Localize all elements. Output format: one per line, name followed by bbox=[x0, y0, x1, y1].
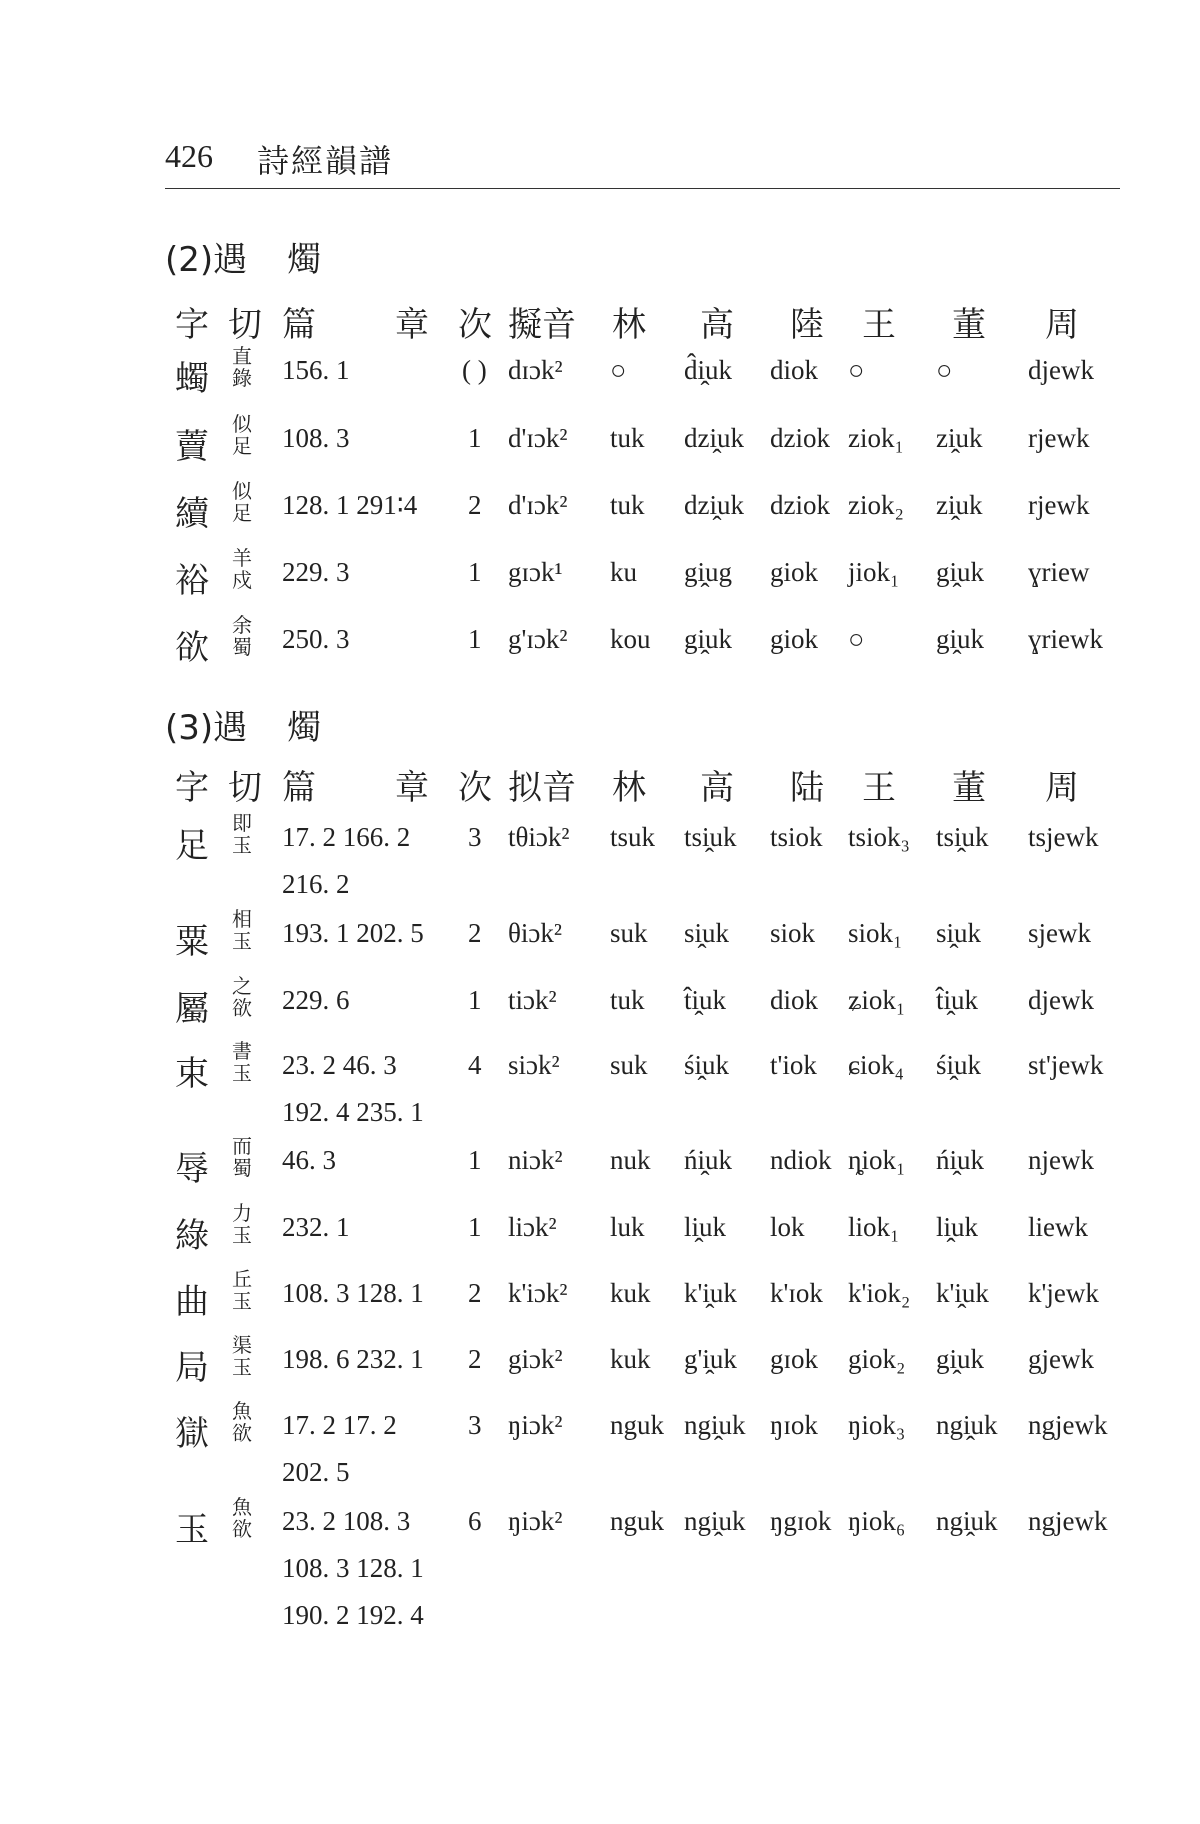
reading-lu: dziok bbox=[770, 490, 830, 520]
reconstruction: k'iɔk² bbox=[508, 1278, 568, 1308]
reconstruction: tθiɔk² bbox=[508, 822, 570, 852]
reconstruction: dɪɔk² bbox=[508, 355, 563, 385]
reading-lu: siok bbox=[770, 918, 816, 948]
occurrence-count: 1 bbox=[468, 557, 482, 587]
head-character: 曲 bbox=[175, 1282, 209, 1322]
column-header: 擬音 bbox=[508, 305, 576, 345]
table-header-row bbox=[0, 297, 1200, 357]
pian-reference: 193. 1 202. 5 bbox=[282, 918, 424, 948]
fanqie-spelling: 即玉 bbox=[232, 811, 252, 857]
column-header: 切 bbox=[228, 768, 262, 808]
reading-zhou: djewk bbox=[1028, 985, 1094, 1015]
reading-gao: k'i̭uk bbox=[684, 1278, 737, 1308]
reading-dong: gi̭uk bbox=[936, 1344, 985, 1374]
occurrence-count: 1 bbox=[468, 985, 482, 1015]
reading-lin: kuk bbox=[610, 1344, 651, 1374]
reading-gao: śi̭uk bbox=[684, 1050, 730, 1080]
pian-reference: 198. 6 232. 1 bbox=[282, 1344, 424, 1374]
column-header: 篇 bbox=[282, 305, 316, 345]
reconstruction: d'ɪɔk² bbox=[508, 490, 568, 520]
occurrence-count: 4 bbox=[468, 1050, 482, 1080]
reading-gao: dzi̭uk bbox=[684, 490, 744, 520]
reading-dong: ńi̭uk bbox=[936, 1145, 985, 1175]
reconstruction: gɪɔk¹ bbox=[508, 557, 563, 587]
head-character: 藚 bbox=[175, 427, 209, 467]
head-character: 局 bbox=[175, 1348, 209, 1388]
fanqie-spelling: 余蜀 bbox=[232, 613, 252, 659]
occurrence-count: ( ) bbox=[462, 355, 487, 385]
reconstruction: niɔk² bbox=[508, 1145, 563, 1175]
reading-dong: ngi̭uk bbox=[936, 1410, 998, 1440]
head-character: 欲 bbox=[175, 628, 209, 668]
reading-dong: t̂i̭uk bbox=[936, 985, 979, 1015]
section-3-label: (3)遇 bbox=[165, 708, 248, 748]
column-header: 高 bbox=[700, 768, 734, 808]
reading-lin: kuk bbox=[610, 1278, 651, 1308]
reconstruction: θiɔk² bbox=[508, 918, 563, 948]
fanqie-spelling: 似足 bbox=[232, 412, 252, 458]
column-header: 字 bbox=[175, 305, 209, 345]
reading-lu: ndiok bbox=[770, 1145, 832, 1175]
reading-wang: ɕiok₄ bbox=[848, 1050, 904, 1080]
column-header: 篇 bbox=[282, 768, 316, 808]
reconstruction: tiɔk² bbox=[508, 985, 557, 1015]
head-character: 粟 bbox=[175, 922, 209, 962]
reading-dong: gi̭uk bbox=[936, 624, 985, 654]
column-header: 董 bbox=[952, 768, 986, 808]
occurrence-count: 2 bbox=[468, 1344, 482, 1374]
reading-gao: ngi̭uk bbox=[684, 1410, 746, 1440]
reading-gao: dzi̭uk bbox=[684, 423, 744, 453]
reading-wang: ʑiok₁ bbox=[848, 985, 906, 1015]
table-row bbox=[0, 1039, 1200, 1127]
reading-lu: tsiok bbox=[770, 822, 823, 852]
column-header: 次 bbox=[458, 768, 492, 808]
reconstruction: d'ɪɔk² bbox=[508, 423, 568, 453]
column-header: 高 bbox=[700, 305, 734, 345]
reading-zhou: djewk bbox=[1028, 355, 1094, 385]
reading-zhou: ngjewk bbox=[1028, 1410, 1108, 1440]
page-header bbox=[165, 128, 1120, 189]
reading-wang: jiok₁ bbox=[848, 557, 900, 587]
reading-lin: nguk bbox=[610, 1506, 664, 1536]
reading-zhou: liewk bbox=[1028, 1212, 1088, 1242]
occurrence-count: 1 bbox=[468, 1212, 482, 1242]
column-header: 林 bbox=[612, 305, 646, 345]
reading-gao: li̭uk bbox=[684, 1212, 727, 1242]
table-row bbox=[0, 1201, 1200, 1272]
reading-dong: li̭uk bbox=[936, 1212, 979, 1242]
reading-wang: k'iok₂ bbox=[848, 1278, 911, 1308]
book-title: 詩經韻譜 bbox=[257, 142, 394, 180]
reading-dong: k'i̭uk bbox=[936, 1278, 989, 1308]
table-row bbox=[0, 1267, 1200, 1338]
reading-zhou: k'jewk bbox=[1028, 1278, 1099, 1308]
reading-gao: si̭uk bbox=[684, 918, 730, 948]
reading-lin: suk bbox=[610, 918, 648, 948]
table-header-row bbox=[0, 760, 1200, 820]
reading-zhou: gjewk bbox=[1028, 1344, 1094, 1374]
reading-wang: tsiok₃ bbox=[848, 822, 910, 852]
pian-reference-continued: 108. 3 128. 1 bbox=[282, 1553, 424, 1583]
reading-lin: suk bbox=[610, 1050, 648, 1080]
fanqie-spelling: 力玉 bbox=[232, 1201, 252, 1247]
column-header: 周 bbox=[1045, 768, 1079, 808]
section-2-label: (2)遇 bbox=[165, 240, 248, 280]
column-header: 林 bbox=[612, 768, 646, 808]
reading-zhou: njewk bbox=[1028, 1145, 1094, 1175]
head-character: 獄 bbox=[175, 1414, 209, 1454]
occurrence-count: 2 bbox=[468, 490, 482, 520]
fanqie-spelling: 書玉 bbox=[232, 1039, 252, 1085]
pian-reference: 23. 2 108. 3 bbox=[282, 1506, 411, 1536]
reading-lu: dziok bbox=[770, 423, 830, 453]
section-2-rime: 燭 bbox=[287, 240, 322, 280]
pian-reference-continued: 192. 4 235. 1 bbox=[282, 1097, 424, 1127]
reconstruction: siɔk² bbox=[508, 1050, 560, 1080]
reading-wang: ziok₂ bbox=[848, 490, 904, 520]
table-row bbox=[0, 1134, 1200, 1205]
reading-gao: g'i̭uk bbox=[684, 1344, 737, 1374]
occurrence-count: 2 bbox=[468, 918, 482, 948]
reading-wang: ŋiok₃ bbox=[848, 1410, 906, 1440]
pian-reference: 17. 2 17. 2 bbox=[282, 1410, 397, 1440]
column-header: 次 bbox=[458, 305, 492, 345]
reading-zhou: rjewk bbox=[1028, 490, 1090, 520]
reading-lu: giok bbox=[770, 624, 819, 654]
head-character: 玉 bbox=[175, 1510, 209, 1550]
column-header: 王 bbox=[862, 768, 896, 808]
reading-zhou: ɣriewk bbox=[1028, 624, 1103, 654]
table-row bbox=[0, 412, 1200, 483]
reading-zhou: ɣriew bbox=[1028, 557, 1090, 587]
reading-dong: zi̭uk bbox=[936, 490, 983, 520]
reading-lu: ŋgɪok bbox=[770, 1506, 832, 1536]
head-character: 束 bbox=[175, 1054, 209, 1094]
reading-zhou: ngjewk bbox=[1028, 1506, 1108, 1536]
reading-zhou: st'jewk bbox=[1028, 1050, 1104, 1080]
occurrence-count: 3 bbox=[468, 822, 482, 852]
pian-reference: 250. 3 bbox=[282, 624, 350, 654]
occurrence-count: 1 bbox=[468, 624, 482, 654]
reading-lin: nuk bbox=[610, 1145, 651, 1175]
reading-dong: gi̭uk bbox=[936, 557, 985, 587]
reading-lin: tuk bbox=[610, 423, 645, 453]
reading-gao: ńi̭uk bbox=[684, 1145, 733, 1175]
pian-reference: 17. 2 166. 2 bbox=[282, 822, 411, 852]
table-row bbox=[0, 613, 1200, 684]
reading-lin: ku bbox=[610, 557, 637, 587]
fanqie-spelling: 魚欲 bbox=[232, 1495, 252, 1541]
occurrence-count: 2 bbox=[468, 1278, 482, 1308]
reading-wang: ziok₁ bbox=[848, 423, 904, 453]
head-character: 綠 bbox=[175, 1216, 209, 1256]
reading-dong: ○ bbox=[936, 355, 953, 385]
reading-lu: giok bbox=[770, 557, 819, 587]
section-2-title bbox=[165, 232, 321, 281]
reading-wang: liok₁ bbox=[848, 1212, 900, 1242]
reading-dong: ngi̭uk bbox=[936, 1506, 998, 1536]
occurrence-count: 3 bbox=[468, 1410, 482, 1440]
fanqie-spelling: 而蜀 bbox=[232, 1134, 252, 1180]
table-row bbox=[0, 1333, 1200, 1404]
pian-reference: 23. 2 46. 3 bbox=[282, 1050, 397, 1080]
pian-reference: 232. 1 bbox=[282, 1212, 350, 1242]
reading-zhou: tsjewk bbox=[1028, 822, 1099, 852]
fanqie-spelling: 渠玉 bbox=[232, 1333, 252, 1379]
fanqie-spelling: 丘玉 bbox=[232, 1267, 252, 1313]
reading-wang: ŋiok₆ bbox=[848, 1506, 906, 1536]
pian-reference: 229. 3 bbox=[282, 557, 350, 587]
occurrence-count: 1 bbox=[468, 423, 482, 453]
reading-dong: zi̭uk bbox=[936, 423, 983, 453]
column-header: 字 bbox=[175, 768, 209, 808]
reconstruction: liɔk² bbox=[508, 1212, 557, 1242]
pian-reference: 229. 6 bbox=[282, 985, 350, 1015]
table-row bbox=[0, 811, 1200, 899]
occurrence-count: 6 bbox=[468, 1506, 482, 1536]
reading-lin: tuk bbox=[610, 490, 645, 520]
reading-wang: ○ bbox=[848, 624, 865, 654]
column-header: 切 bbox=[228, 305, 262, 345]
reading-gao: tsi̭uk bbox=[684, 822, 737, 852]
fanqie-spelling: 羊戍 bbox=[232, 546, 252, 592]
section-3-title bbox=[165, 700, 321, 749]
head-character: 裕 bbox=[175, 561, 209, 601]
fanqie-spelling: 似足 bbox=[232, 479, 252, 525]
head-character: 辱 bbox=[175, 1149, 209, 1189]
reading-lu: ŋɪok bbox=[770, 1410, 818, 1440]
reading-lu: gɪok bbox=[770, 1344, 819, 1374]
reading-lu: lok bbox=[770, 1212, 805, 1242]
reading-lu: diok bbox=[770, 985, 819, 1015]
table-row bbox=[0, 907, 1200, 978]
reconstruction: ŋiɔk² bbox=[508, 1410, 563, 1440]
reading-gao: d̂i̭uk bbox=[684, 355, 733, 385]
pian-reference-continued: 190. 2 192. 4 bbox=[282, 1600, 424, 1630]
reading-gao: ngi̭uk bbox=[684, 1506, 746, 1536]
column-header: 章 bbox=[395, 768, 429, 808]
pian-reference: 108. 3 128. 1 bbox=[282, 1278, 424, 1308]
table-row bbox=[0, 344, 1200, 415]
reconstruction: g'ɪɔk² bbox=[508, 624, 568, 654]
section-3-rime: 燭 bbox=[287, 708, 322, 748]
table-row bbox=[0, 1495, 1200, 1630]
reading-zhou: sjewk bbox=[1028, 918, 1091, 948]
reading-wang: siok₁ bbox=[848, 918, 903, 948]
pian-reference: 128. 1 291∶4 bbox=[282, 490, 418, 520]
reading-wang: ○ bbox=[848, 355, 865, 385]
reading-dong: tsi̭uk bbox=[936, 822, 989, 852]
pian-reference: 108. 3 bbox=[282, 423, 350, 453]
column-header: 章 bbox=[395, 305, 429, 345]
reading-dong: śi̭uk bbox=[936, 1050, 982, 1080]
reading-lin: tsuk bbox=[610, 822, 656, 852]
table-row bbox=[0, 974, 1200, 1045]
head-character: 足 bbox=[175, 826, 209, 866]
head-character: 屬 bbox=[175, 989, 209, 1029]
reading-lu: t'iok bbox=[770, 1050, 817, 1080]
table-row bbox=[0, 546, 1200, 617]
reading-wang: giok₂ bbox=[848, 1344, 906, 1374]
head-character: 續 bbox=[175, 494, 209, 534]
pian-reference: 46. 3 bbox=[282, 1145, 336, 1175]
reading-wang: ȵiok₁ bbox=[848, 1145, 906, 1175]
reading-lin: luk bbox=[610, 1212, 645, 1242]
head-character: 蠋 bbox=[175, 359, 209, 399]
reading-lin: kou bbox=[610, 624, 651, 654]
reading-lin: ○ bbox=[610, 355, 627, 385]
column-header: 拟音 bbox=[508, 768, 576, 808]
reading-lu: k'ɪok bbox=[770, 1278, 823, 1308]
pian-reference-continued: 202. 5 bbox=[282, 1457, 350, 1487]
column-header: 周 bbox=[1045, 305, 1079, 345]
column-header: 董 bbox=[952, 305, 986, 345]
pian-reference-continued: 216. 2 bbox=[282, 869, 350, 899]
reading-dong: si̭uk bbox=[936, 918, 982, 948]
reading-gao: t̂i̭uk bbox=[684, 985, 727, 1015]
reading-gao: gi̭ug bbox=[684, 557, 733, 587]
reading-gao: gi̭uk bbox=[684, 624, 733, 654]
column-header: 王 bbox=[862, 305, 896, 345]
column-header: 陸 bbox=[790, 305, 824, 345]
fanqie-spelling: 之欲 bbox=[232, 974, 252, 1020]
reconstruction: ŋiɔk² bbox=[508, 1506, 563, 1536]
fanqie-spelling: 相玉 bbox=[232, 907, 252, 953]
occurrence-count: 1 bbox=[468, 1145, 482, 1175]
fanqie-spelling: 魚欲 bbox=[232, 1399, 252, 1445]
reading-lu: diok bbox=[770, 355, 819, 385]
reading-lin: tuk bbox=[610, 985, 645, 1015]
reconstruction: giɔk² bbox=[508, 1344, 563, 1374]
table-row bbox=[0, 1399, 1200, 1487]
reading-zhou: rjewk bbox=[1028, 423, 1090, 453]
page-number: 426 bbox=[165, 138, 213, 174]
reading-lin: nguk bbox=[610, 1410, 664, 1440]
fanqie-spelling: 直錄 bbox=[232, 344, 252, 390]
column-header: 陆 bbox=[790, 768, 824, 808]
pian-reference: 156. 1 bbox=[282, 355, 350, 385]
table-row bbox=[0, 479, 1200, 550]
